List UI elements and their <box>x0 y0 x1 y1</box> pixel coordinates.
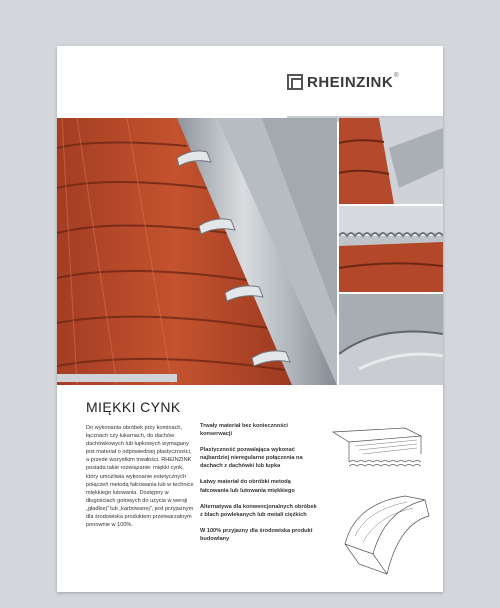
feature-item: Plastyczność pozwalająca wykonać najbardziej nieregularne połączenia na dachach z dachówki lub łupka <box>200 447 303 470</box>
brochure-page <box>57 46 443 592</box>
side-photo-chimney <box>339 118 443 204</box>
side-photo-corrugated-zinc <box>339 206 443 292</box>
body-text: Do wykonania obróbek przy kominach, łącznach czy lukarnach, do dachów dachówkowych lub łupkowych wymagany jest materiał o odpowiedniej plastyczności, a przede wszystkim trwałości. RHEINZINK posiada takie rozwiązanie: miękki cynk, który umożliwia wykonanie estetycznych połączeń metodą fałcowania lub w technice miękkiego lutowania. Dostępny w długościach gotowych do użycia w wersji „gładkiej” lub „karbowanej”, jest przyjaznym dla środowiska produktem przetwarzalnym ponownie w 100%. <box>86 425 194 529</box>
feature-list <box>200 422 318 543</box>
photo-caption-strip <box>57 374 177 382</box>
feature-item: Łatwy materiał do obróbki metodą fałcowania lub lutowania miękkiego <box>200 479 295 494</box>
page-title: MIĘKKI CYNK <box>86 399 181 415</box>
curved-strip-drawing <box>345 496 429 574</box>
flashing-strip-drawing <box>333 428 421 466</box>
rheinzink-logo-icon <box>287 74 303 90</box>
registered-mark: ® <box>394 73 399 79</box>
brand-logo <box>287 73 399 91</box>
main-photo-roof-flashing <box>57 118 337 385</box>
feature-item: Alternatywa dla konwencjonalnych obróbek z blach powlekanych lub metali ciężkich <box>200 503 317 518</box>
feature-item: Trwały materiał bez konieczności konserwacji <box>200 423 288 438</box>
side-photo-soldered-joint <box>339 294 443 385</box>
brand-name: RHEINZINK <box>307 73 394 91</box>
technical-drawings <box>325 424 435 588</box>
feature-item: W 100% przyjazny dla środowiska produkt budowlany <box>200 527 313 542</box>
